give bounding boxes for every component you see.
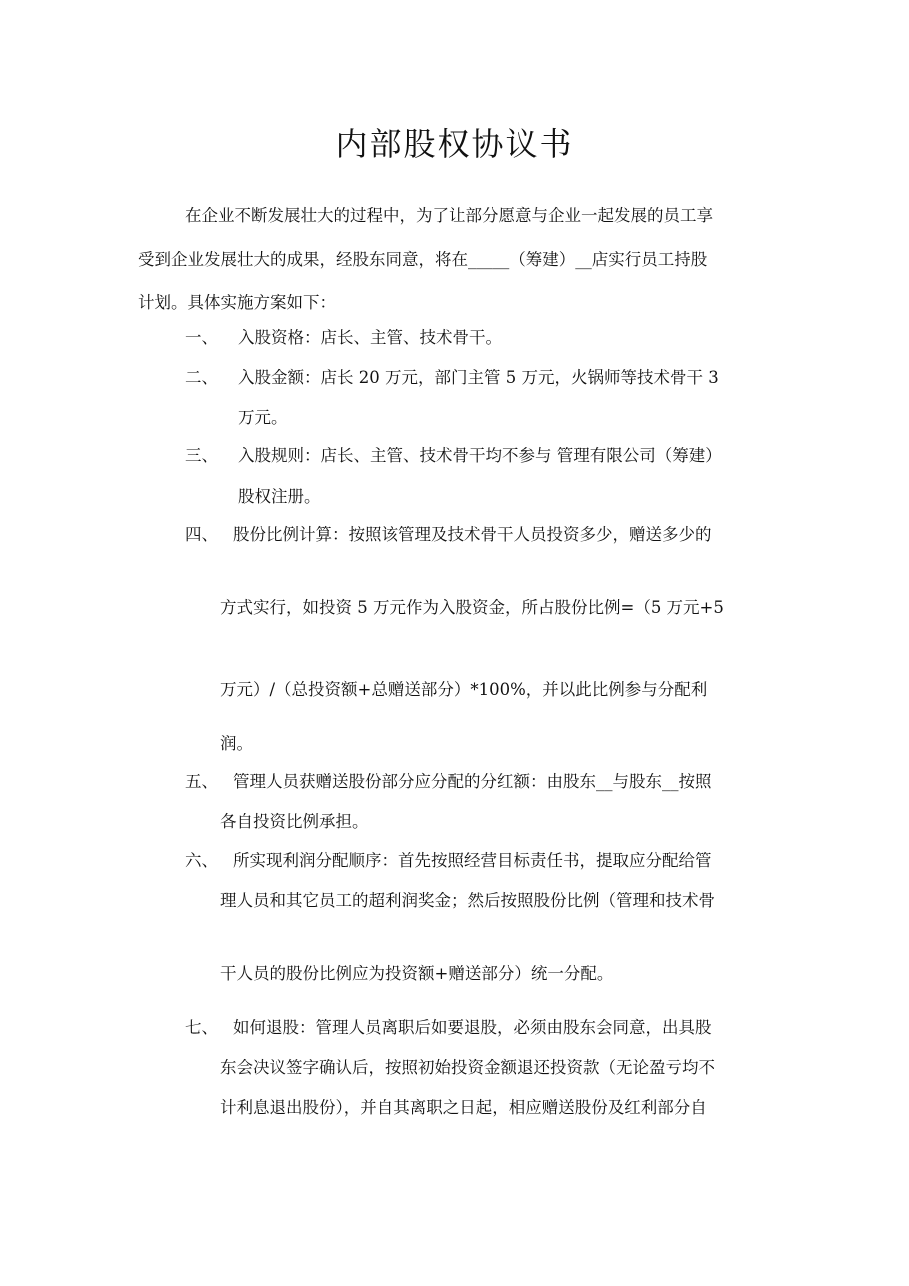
document-title: 内部股权协议书 <box>335 125 574 163</box>
section-line: 入股资格：店长、主管、技术骨干。 <box>238 328 502 347</box>
section-line: 万元）/（总投资额+总赠送部分）*100%，并以此比例参与分配利 <box>220 680 708 699</box>
section-number: 五、 <box>185 772 218 791</box>
section-line: 东会决议签字确认后，按照初始投资金额退还投资款（无论盈亏均不 <box>220 1058 715 1077</box>
section-line: 管理人员获赠送股份部分应分配的分红额：由股东__与股东__按照 <box>233 772 712 791</box>
section-line: 所实现利润分配顺序：首先按照经营目标责任书，提取应分配给管 <box>233 851 712 870</box>
section-line: 万元。 <box>238 408 288 427</box>
section-line: 润。 <box>220 734 253 753</box>
section-line: 如何退股：管理人员离职后如要退股，必须由股东会同意，出具股 <box>233 1018 712 1037</box>
section-line: 干人员的股份比例应为投资额+赠送部分）统一分配。 <box>220 964 614 983</box>
intro-line: 在企业不断发展壮大的过程中，为了让部分愿意与企业一起发展的员工享 <box>185 206 713 225</box>
section-number: 七、 <box>185 1018 218 1037</box>
section-line: 计利息退出股份），并自其离职之日起，相应赠送股份及红利部分自 <box>220 1098 707 1117</box>
section-number: 二、 <box>185 368 218 387</box>
section-number: 四、 <box>185 525 218 544</box>
section-line: 方式实行，如投资 5 万元作为入股资金，所占股份比例=（5 万元+5 <box>220 598 724 617</box>
section-number: 一、 <box>185 328 218 347</box>
section-number: 三、 <box>185 446 218 465</box>
intro-line: 受到企业发展壮大的成果，经股东同意，将在_____（筹建）__店实行员工持股 <box>138 250 708 269</box>
section-line: 各自投资比例承担。 <box>220 812 369 831</box>
section-line: 入股规则：店长、主管、技术骨干均不参与 管理有限公司（筹建） <box>238 446 722 465</box>
section-line: 股份比例计算：按照该管理及技术骨干人员投资多少，赠送多少的 <box>233 525 712 544</box>
section-number: 六、 <box>185 851 218 870</box>
section-line: 股权注册。 <box>238 487 321 506</box>
section-line: 理人员和其它员工的超利润奖金；然后按照股份比例（管理和技术骨 <box>220 891 715 910</box>
intro-line: 计划。具体实施方案如下： <box>138 293 336 312</box>
section-line: 入股金额：店长 20 万元，部门主管 5 万元，火锅师等技术骨干 3 <box>238 368 719 387</box>
